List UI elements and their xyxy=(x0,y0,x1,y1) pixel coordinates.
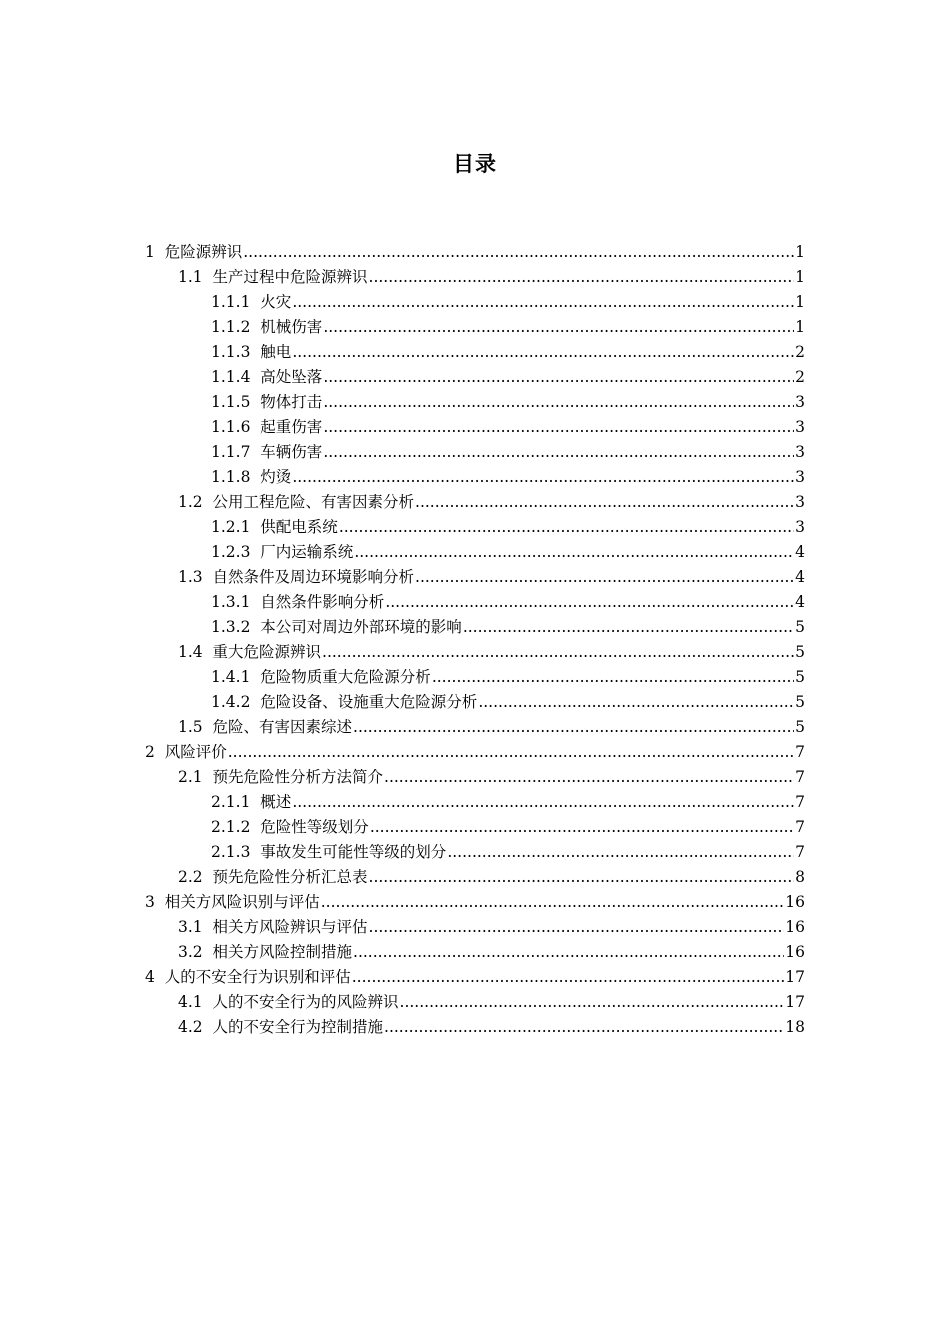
toc-entry-number: 4 xyxy=(145,968,165,986)
toc-entry-number: 1.1 xyxy=(178,268,213,286)
toc-entry[interactable] xyxy=(0,590,950,615)
toc-leader-dots xyxy=(447,840,794,865)
toc-entry[interactable] xyxy=(0,1015,950,1040)
toc-entry-number: 2 xyxy=(145,743,165,761)
toc-entry-number: 1.1.7 xyxy=(211,443,261,461)
toc-leader-dots xyxy=(369,865,795,890)
toc-leader-dots xyxy=(323,415,794,440)
toc-entry-number: 3.1 xyxy=(178,918,213,936)
toc-entry-number: 1 xyxy=(145,243,165,261)
toc-leader-dots xyxy=(478,690,794,715)
toc-leader-dots xyxy=(228,740,794,765)
toc-entry-page: 7 xyxy=(795,743,805,761)
toc-entry-page: 3 xyxy=(795,518,805,536)
toc-entry-page: 16 xyxy=(785,918,805,936)
toc-entry[interactable] xyxy=(0,915,950,940)
toc-entry-number: 1.2 xyxy=(178,493,213,511)
toc-entry[interactable] xyxy=(0,990,950,1015)
toc-leader-dots xyxy=(323,365,794,390)
toc-entry-label: 预先危险性分析方法简介 xyxy=(212,768,384,786)
toc-entry-number: 1.1.4 xyxy=(211,368,261,386)
toc-entry-number: 2.1.1 xyxy=(211,793,261,811)
toc-entry-label: 预先危险性分析汇总表 xyxy=(212,868,368,886)
toc-entry-page: 7 xyxy=(795,768,805,786)
toc-entry-page: 2 xyxy=(795,368,805,386)
toc-entry-page: 2 xyxy=(795,343,805,361)
toc-entry-number: 3 xyxy=(145,893,165,911)
toc-entry-page: 16 xyxy=(785,943,805,961)
toc-entry-label: 供配电系统 xyxy=(260,518,338,536)
toc-entry-page: 5 xyxy=(795,668,805,686)
toc-leader-dots xyxy=(432,665,794,690)
toc-entry-number: 2.2 xyxy=(178,868,213,886)
toc-entry[interactable] xyxy=(0,690,950,715)
toc-entry-label: 厂内运输系统 xyxy=(260,543,354,561)
toc-entry[interactable] xyxy=(0,340,950,365)
toc-entry[interactable] xyxy=(0,665,950,690)
toc-entry-page: 17 xyxy=(785,968,805,986)
toc-entry[interactable] xyxy=(0,840,950,865)
toc-entry-label: 人的不安全行为识别和评估 xyxy=(164,968,351,986)
toc-entry-label: 起重伤害 xyxy=(260,418,323,436)
toc-leader-dots xyxy=(321,890,785,915)
toc-entry-label: 车辆伤害 xyxy=(260,443,323,461)
toc-entry-number: 4.2 xyxy=(178,1018,213,1036)
toc-entry-label: 相关方风险控制措施 xyxy=(212,943,353,961)
toc-entry-label: 危险源辨识 xyxy=(164,243,243,261)
toc-entry[interactable] xyxy=(0,415,950,440)
toc-entry-page: 3 xyxy=(795,468,805,486)
toc-entry[interactable] xyxy=(0,490,950,515)
toc-entry-number: 1.1.1 xyxy=(211,293,261,311)
toc-entry-number: 1.4.1 xyxy=(211,668,261,686)
toc-entry-number: 2.1.3 xyxy=(211,843,261,861)
toc-entry[interactable] xyxy=(0,240,950,265)
toc-leader-dots xyxy=(243,240,794,265)
toc-entry[interactable] xyxy=(0,615,950,640)
toc-entry-label: 公用工程危险、有害因素分析 xyxy=(212,493,415,511)
toc-entry-number: 1.3.2 xyxy=(211,618,261,636)
toc-entry[interactable] xyxy=(0,440,950,465)
toc-entry-page: 16 xyxy=(785,893,805,911)
toc-entry-label: 高处坠落 xyxy=(260,368,323,386)
toc-leader-dots xyxy=(369,915,785,940)
toc-entry-page: 4 xyxy=(795,568,805,586)
toc-leader-dots xyxy=(353,715,794,740)
toc-entry-number: 1.3.1 xyxy=(211,593,261,611)
toc-entry[interactable] xyxy=(0,465,950,490)
toc-entry[interactable] xyxy=(0,965,950,990)
toc-entry-label: 人的不安全行为的风险辨识 xyxy=(212,993,399,1011)
toc-leader-dots xyxy=(384,1015,784,1040)
toc-entry-label: 危险设备、设施重大危险源分析 xyxy=(260,693,478,711)
toc-leader-dots xyxy=(352,965,785,990)
toc-entry-number: 1.2.3 xyxy=(211,543,261,561)
toc-entry-number: 1.1.5 xyxy=(211,393,261,411)
toc-entry[interactable] xyxy=(0,515,950,540)
toc-entry-page: 1 xyxy=(795,268,805,286)
toc-entry-number: 1.1.8 xyxy=(211,468,261,486)
toc-entry-label: 相关方风险识别与评估 xyxy=(164,893,320,911)
toc-entry-number: 2.1 xyxy=(178,768,213,786)
toc-entry-number: 1.5 xyxy=(178,718,213,736)
toc-entry-number: 1.1.2 xyxy=(211,318,261,336)
toc-leader-dots xyxy=(370,815,794,840)
toc-entry-number: 3.2 xyxy=(178,943,213,961)
toc-entry-page: 5 xyxy=(795,718,805,736)
toc-entry-page: 1 xyxy=(795,243,805,261)
toc-entry-page: 4 xyxy=(795,593,805,611)
toc-entry-label: 危险物质重大危险源分析 xyxy=(260,668,431,686)
toc-leader-dots xyxy=(385,590,794,615)
toc-entry-number: 1.1.3 xyxy=(211,343,261,361)
toc-entry-label: 重大危险源辨识 xyxy=(212,643,322,661)
toc-entry-page: 3 xyxy=(795,393,805,411)
toc-entry-number: 1.1.6 xyxy=(211,418,261,436)
toc-entry-page: 5 xyxy=(795,618,805,636)
toc-entry-label: 自然条件及周边环境影响分析 xyxy=(212,568,415,586)
toc-entry-page: 1 xyxy=(795,293,805,311)
toc-entry[interactable] xyxy=(0,565,950,590)
toc-leader-dots xyxy=(292,340,794,365)
toc-entry[interactable] xyxy=(0,940,950,965)
toc-entry-page: 3 xyxy=(795,493,805,511)
toc-entry-page: 5 xyxy=(795,693,805,711)
toc-leader-dots xyxy=(354,540,794,565)
toc-entry-page: 18 xyxy=(785,1018,805,1036)
toc-entry[interactable] xyxy=(0,740,950,765)
toc-entry-label: 生产过程中危险源辨识 xyxy=(212,268,368,286)
toc-entry-number: 1.4 xyxy=(178,643,213,661)
toc-entry[interactable] xyxy=(0,815,950,840)
toc-entry-label: 自然条件影响分析 xyxy=(260,593,385,611)
toc-entry-label: 风险评价 xyxy=(164,743,227,761)
toc-entry-label: 本公司对周边外部环境的影响 xyxy=(260,618,462,636)
toc-leader-dots xyxy=(415,490,794,515)
toc-entry-page: 7 xyxy=(795,818,805,836)
toc-entry-label: 人的不安全行为控制措施 xyxy=(212,1018,384,1036)
toc-entry[interactable] xyxy=(0,715,950,740)
toc-entry-page: 17 xyxy=(785,993,805,1011)
toc-leader-dots xyxy=(292,290,794,315)
toc-entry-page: 1 xyxy=(795,318,805,336)
toc-entry-label: 危险性等级划分 xyxy=(260,818,369,836)
toc-entry-number: 1.4.2 xyxy=(211,693,261,711)
toc-leader-dots xyxy=(292,790,794,815)
toc-entry-page: 3 xyxy=(795,443,805,461)
toc-entry-label: 危险、有害因素综述 xyxy=(212,718,353,736)
toc-leader-dots xyxy=(400,990,785,1015)
toc-entry-page: 7 xyxy=(795,793,805,811)
toc-entry-label: 火灾 xyxy=(260,293,292,311)
toc-entry[interactable] xyxy=(0,765,950,790)
toc-leader-dots xyxy=(323,315,794,340)
toc-entry[interactable] xyxy=(0,890,950,915)
toc-entry-page: 8 xyxy=(795,868,805,886)
toc-entry-label: 机械伤害 xyxy=(260,318,323,336)
toc-leader-dots xyxy=(323,440,794,465)
toc-entry-label: 相关方风险辨识与评估 xyxy=(212,918,368,936)
toc-entry-label: 灼烫 xyxy=(260,468,292,486)
toc-entry-label: 触电 xyxy=(260,343,292,361)
toc-entry[interactable] xyxy=(0,315,950,340)
page-title: 目录 xyxy=(453,152,497,176)
toc-entry[interactable] xyxy=(0,365,950,390)
toc-leader-dots xyxy=(323,390,794,415)
toc-entry[interactable] xyxy=(0,790,950,815)
toc-entry[interactable] xyxy=(0,540,950,565)
toc-entry-number: 2.1.2 xyxy=(211,818,261,836)
toc-entry-label: 物体打击 xyxy=(260,393,323,411)
toc-leader-dots xyxy=(339,515,794,540)
toc-entry-label: 事故发生可能性等级的划分 xyxy=(260,843,447,861)
toc-entry-number: 4.1 xyxy=(178,993,213,1011)
toc-entry[interactable] xyxy=(0,265,950,290)
toc-entry-page: 4 xyxy=(795,543,805,561)
toc-entry-page: 5 xyxy=(795,643,805,661)
table-of-contents xyxy=(0,240,950,1040)
toc-entry[interactable] xyxy=(0,290,950,315)
toc-leader-dots xyxy=(353,940,784,965)
toc-entry[interactable] xyxy=(0,865,950,890)
toc-leader-dots xyxy=(415,565,794,590)
toc-entry-page: 7 xyxy=(795,843,805,861)
toc-entry-number: 1.2.1 xyxy=(211,518,261,536)
toc-entry[interactable] xyxy=(0,390,950,415)
toc-entry-number: 1.3 xyxy=(178,568,213,586)
toc-leader-dots xyxy=(384,765,794,790)
toc-entry[interactable] xyxy=(0,640,950,665)
toc-leader-dots xyxy=(369,265,795,290)
toc-leader-dots xyxy=(322,640,794,665)
toc-leader-dots xyxy=(292,465,794,490)
toc-leader-dots xyxy=(463,615,794,640)
toc-entry-page: 3 xyxy=(795,418,805,436)
toc-entry-label: 概述 xyxy=(260,793,292,811)
